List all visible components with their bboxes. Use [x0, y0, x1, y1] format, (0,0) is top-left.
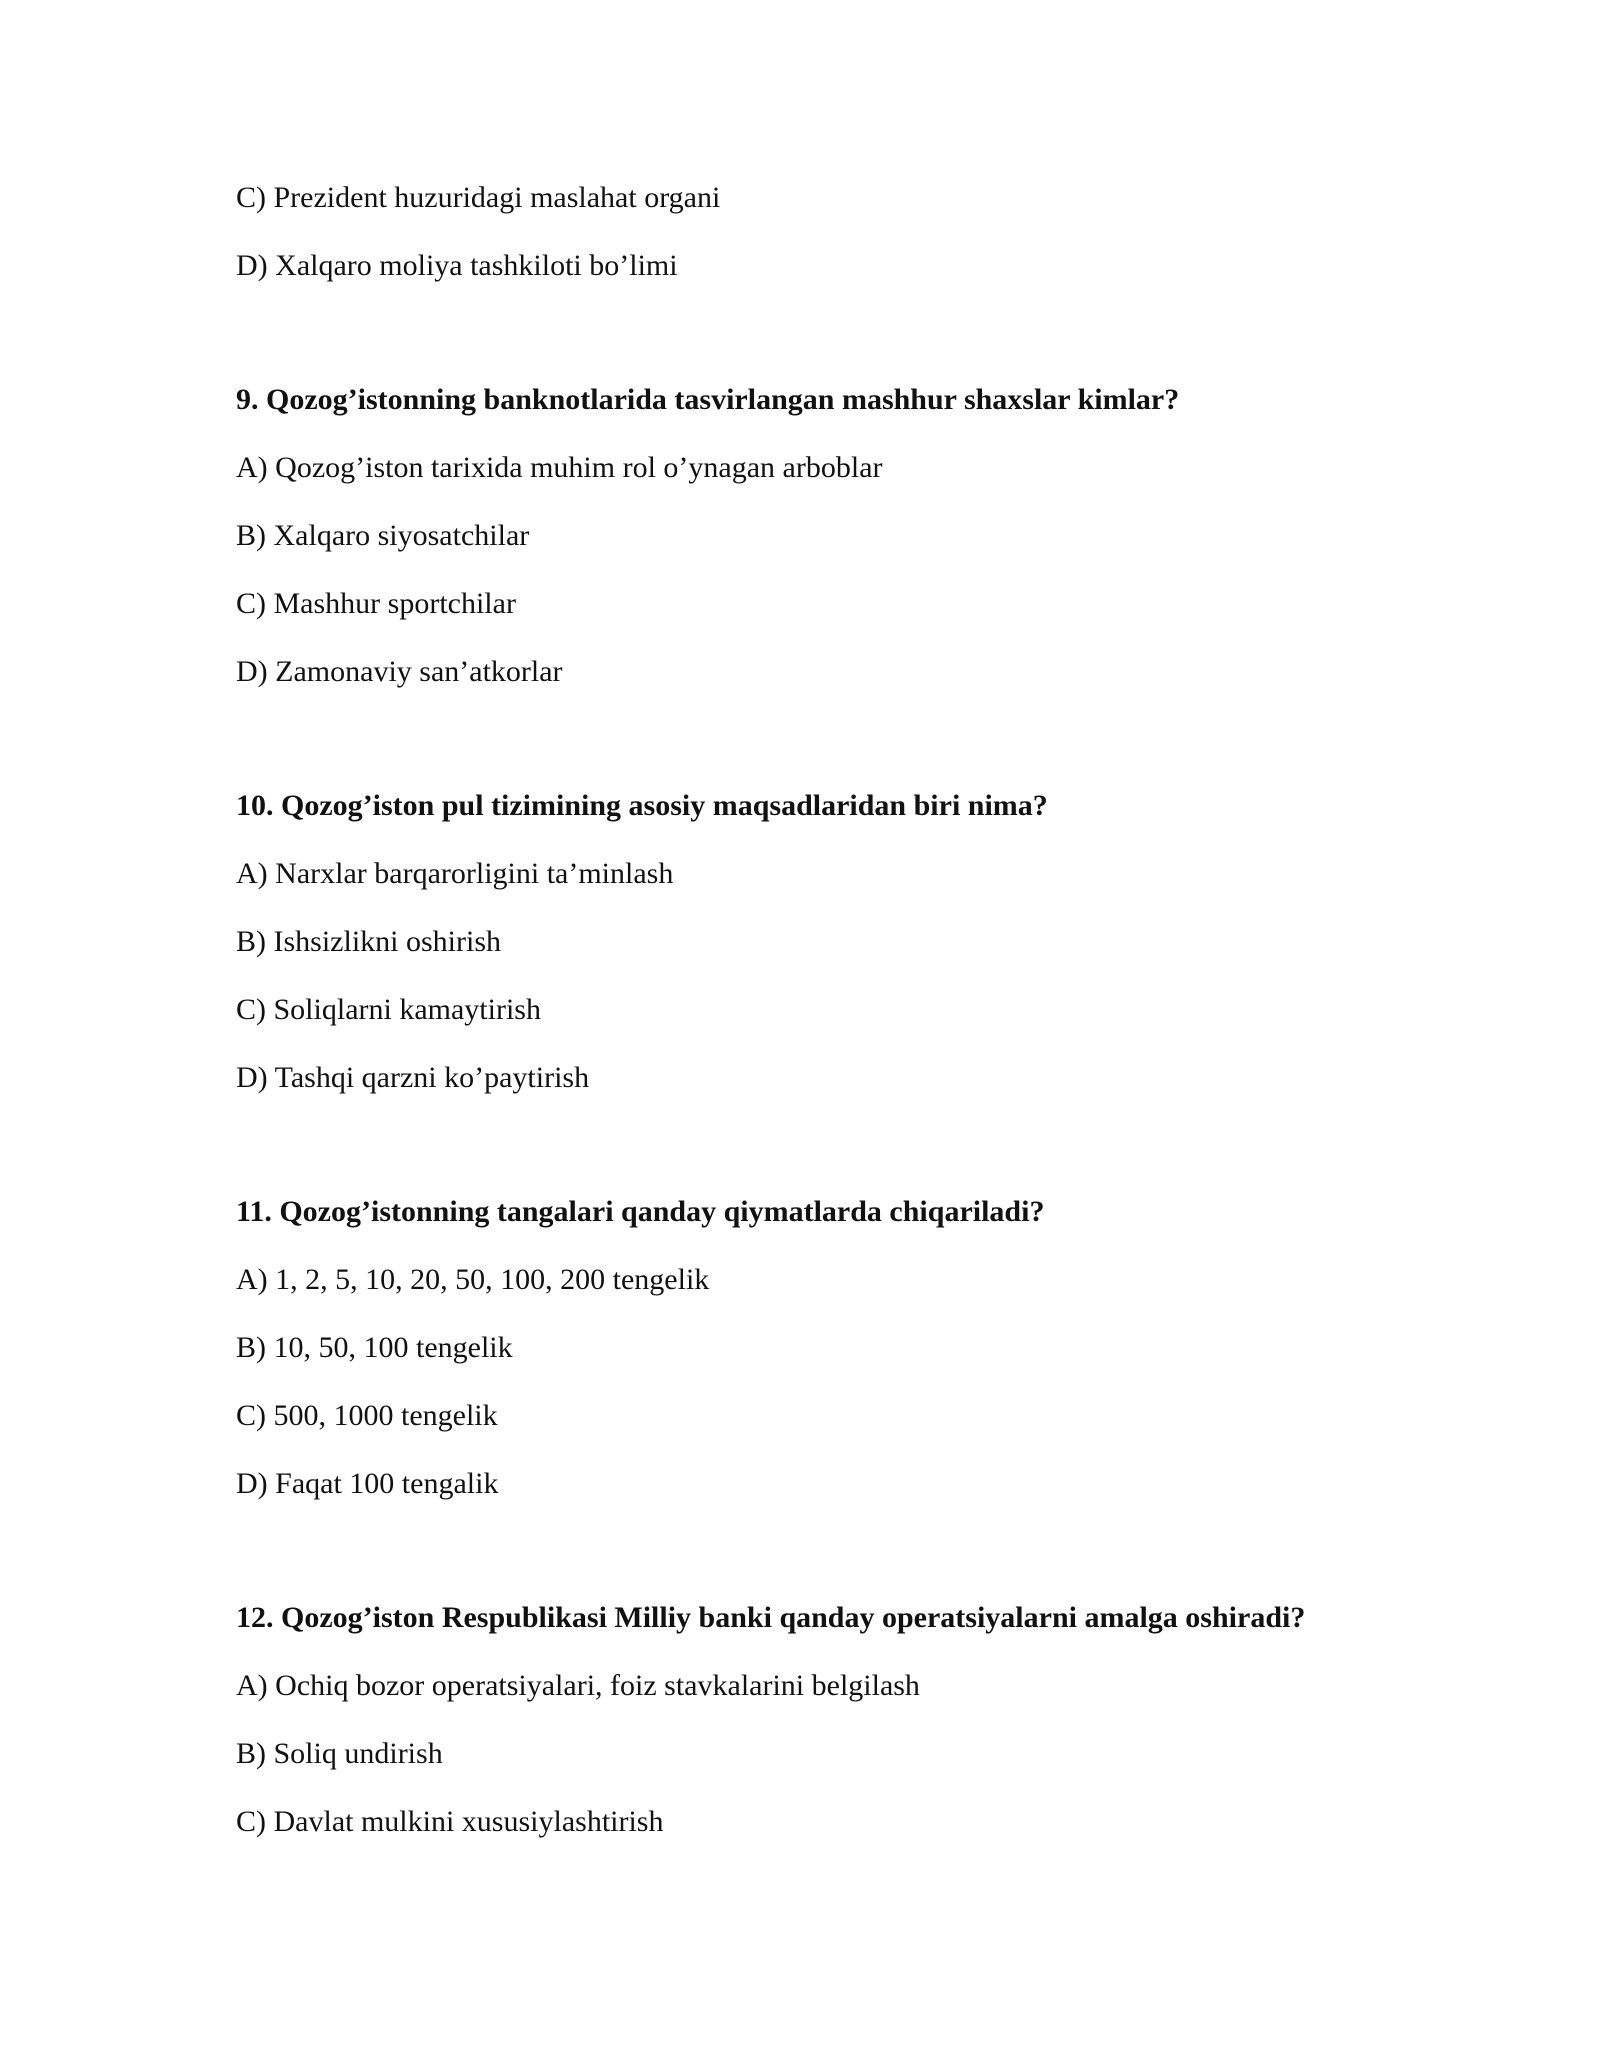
- answer-option: D) Tashqi qarzni ko’paytirish: [236, 1061, 590, 1094]
- spacer: [236, 316, 1486, 382]
- answer-option: B) 10, 50, 100 tengelik: [236, 1331, 513, 1364]
- answer-option: B) Soliq undirish: [236, 1737, 443, 1770]
- document-content: [236, 180, 1486, 1872]
- answer-option: D) Xalqaro moliya tashkiloti bo’limi: [236, 249, 678, 282]
- answer-option: D) Faqat 100 tengalik: [236, 1467, 499, 1500]
- question-12: 12. Qozog’iston Respublikasi Milliy banki qanday operatsiyalarni amalga oshiradi?: [236, 1601, 1306, 1634]
- answer-option: D) Zamonaviy san’atkorlar: [236, 655, 563, 688]
- answer-option: B) Ishsizlikni oshirish: [236, 925, 502, 958]
- answer-option: C) 500, 1000 tengelik: [236, 1399, 498, 1432]
- spacer: [236, 722, 1486, 788]
- spacer: [236, 1128, 1486, 1194]
- answer-option: A) Qozog’iston tarixida muhim rol o’ynagan arboblar: [236, 451, 883, 484]
- answer-option: B) Xalqaro siyosatchilar: [236, 519, 530, 552]
- spacer: [236, 1534, 1486, 1600]
- answer-option: C) Mashhur sportchilar: [236, 587, 516, 620]
- question-11: 11. Qozog’istonning tangalari qanday qiymatlarda chiqariladi?: [236, 1195, 1045, 1228]
- answer-option: C) Prezident huzuridagi maslahat organi: [236, 181, 721, 214]
- answer-option: C) Soliqlarni kamaytirish: [236, 993, 541, 1026]
- answer-option: C) Davlat mulkini xususiylashtirish: [236, 1805, 664, 1838]
- question-10: 10. Qozog’iston pul tizimining asosiy maqsadlaridan biri nima?: [236, 789, 1048, 822]
- answer-option: A) Narxlar barqarorligini ta’minlash: [236, 857, 674, 890]
- answer-option: A) Ochiq bozor operatsiyalari, foiz stavkalarini belgilash: [236, 1669, 920, 1702]
- answer-option: A) 1, 2, 5, 10, 20, 50, 100, 200 tengelik: [236, 1263, 710, 1296]
- question-9: 9. Qozog’istonning banknotlarida tasvirlangan mashhur shaxslar kimlar?: [236, 383, 1180, 416]
